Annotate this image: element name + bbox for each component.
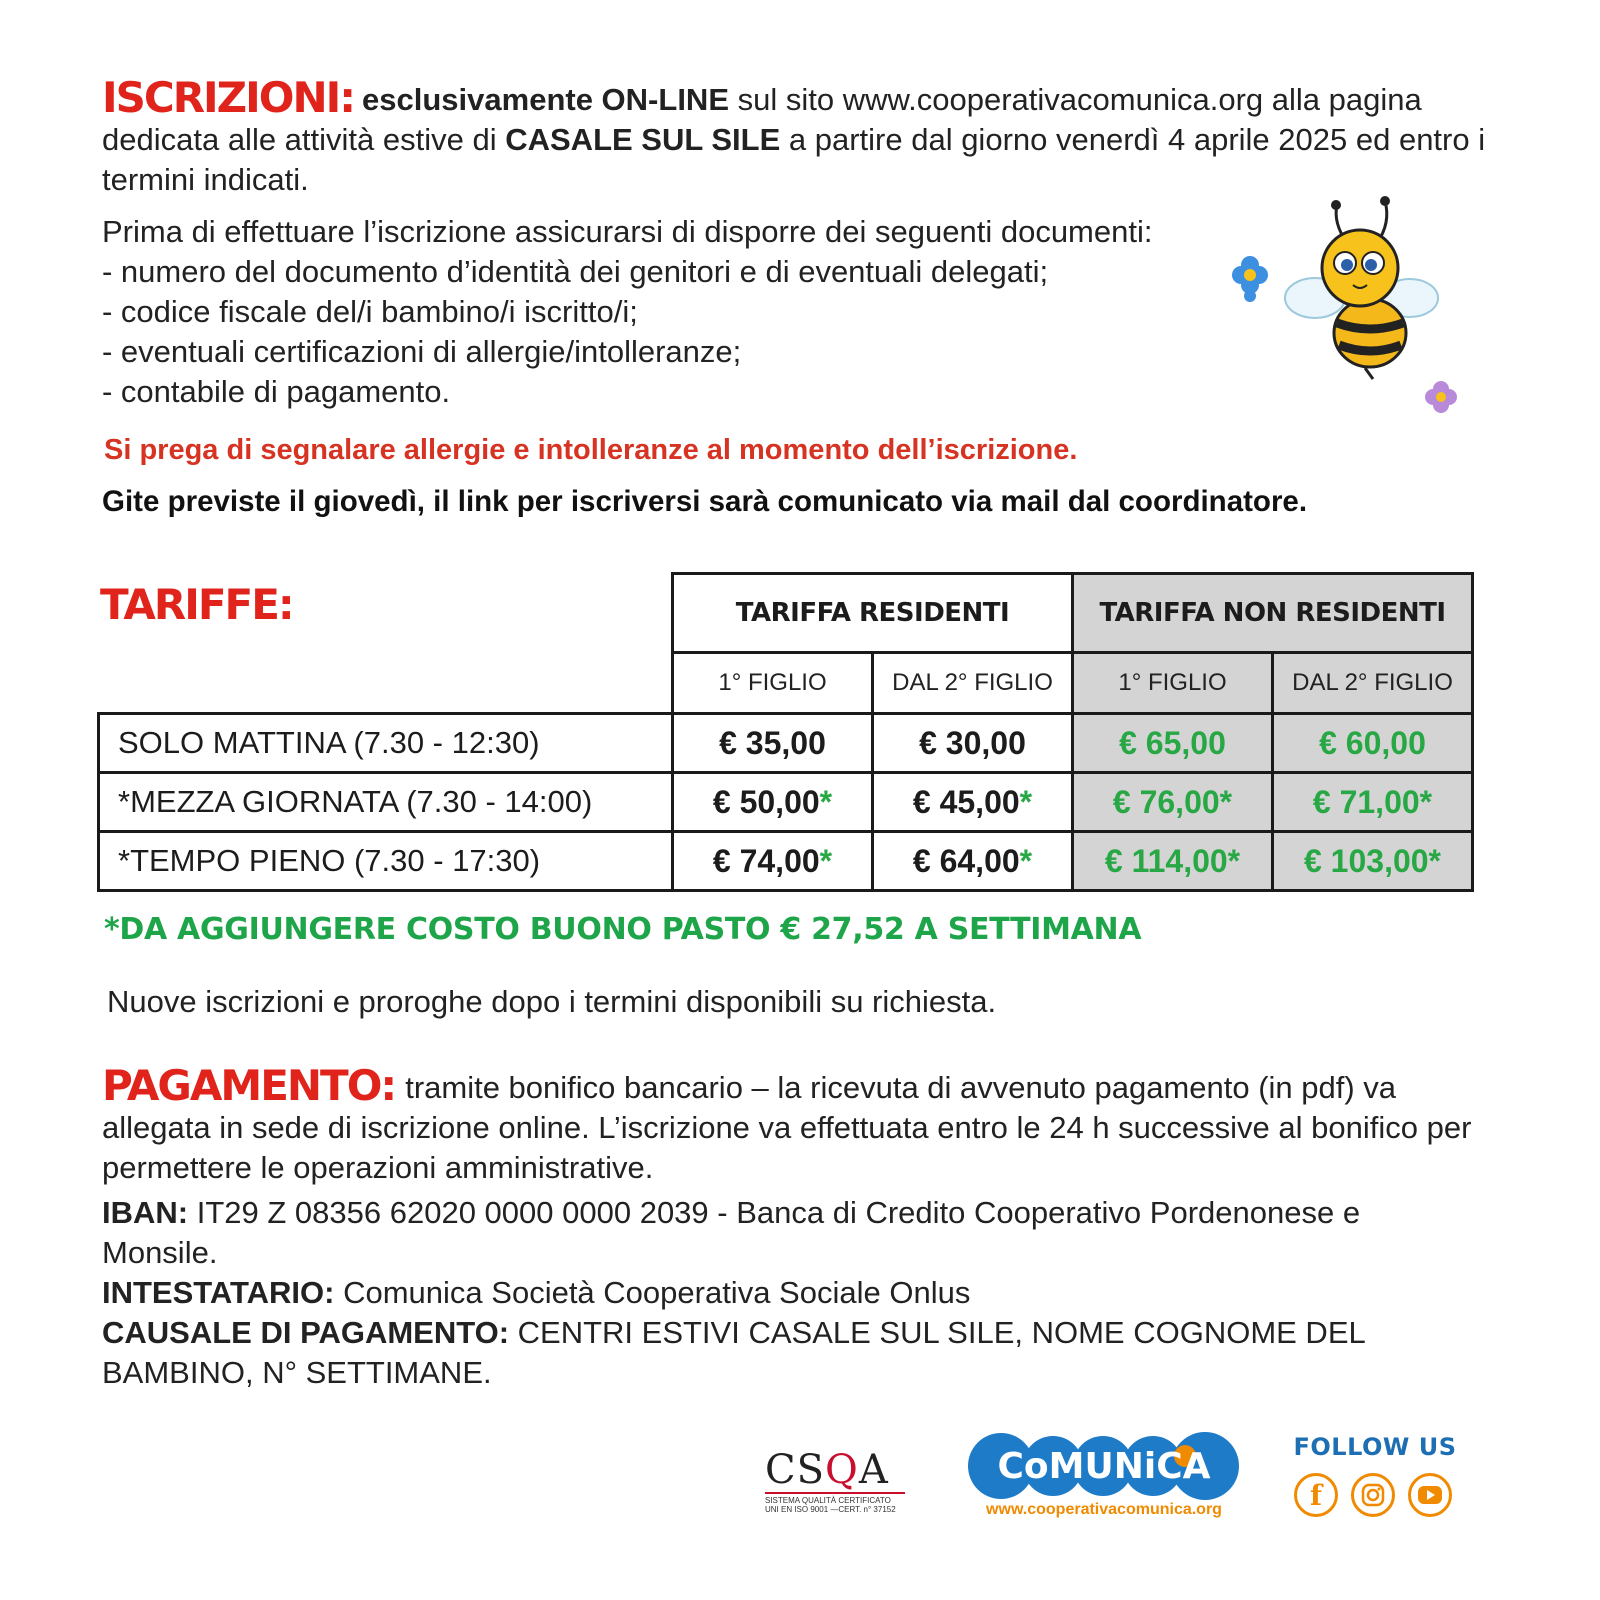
meal-star: * <box>1019 783 1033 820</box>
price-value: € 65,00 <box>1119 724 1226 761</box>
documents-list <box>102 212 1342 412</box>
price-value: € 45,00 <box>912 783 1020 820</box>
price-cell <box>1073 714 1273 773</box>
fees-heading: TARIFFE: <box>100 580 293 629</box>
csqa-title: CSQA <box>765 1447 889 1493</box>
column-header: 1° FIGLIO <box>673 653 873 714</box>
row-label: *TEMPO PIENO (7.30 - 17:30) <box>99 832 673 891</box>
meal-star: * <box>1019 842 1033 879</box>
table-row <box>99 773 1473 832</box>
registration-text-1: sul sito www.cooperativacomunica.org alla pagina dedicata alle attività estive di <box>102 82 1422 157</box>
column-header: DAL 2° FIGLIO <box>1273 653 1473 714</box>
payment-text: tramite bonifico bancario – la ricevuta di avvenuto pagamento (in pdf) va allegata in sede di iscrizione online. L’iscrizione va effettuata entro le 24 h successive al bonifico per permettere le operazioni amministrative. <box>102 1070 1472 1185</box>
row-label: SOLO MATTINA (7.30 - 12:30) <box>99 714 673 773</box>
meal-cost-note: *DA AGGIUNGERE COSTO BUONO PASTO € 27,52 A SETTIMANA <box>104 912 1142 947</box>
youtube-icon[interactable] <box>1408 1473 1452 1517</box>
price-cell <box>673 773 873 832</box>
list-item: - eventuali certificazioni di allergie/intolleranze; <box>102 334 742 369</box>
meal-star: * <box>1419 783 1433 820</box>
price-value: € 76,00 <box>1112 783 1220 820</box>
price-cell <box>1273 773 1473 832</box>
price-cell <box>1273 714 1473 773</box>
iban-label: IBAN: <box>102 1195 189 1230</box>
meal-star: * <box>819 783 833 820</box>
bee-icon <box>1285 196 1438 379</box>
payment-heading: PAGAMENTO: <box>102 1061 396 1110</box>
price-cell <box>673 832 873 891</box>
documents-intro: Prima di effettuare l’iscrizione assicurarsi di disporre dei seguenti documenti: <box>102 214 1153 249</box>
non-resident-fee-header: TARIFFA NON RESIDENTI <box>1073 574 1473 653</box>
online-only-text: esclusivamente ON-LINE <box>362 82 729 117</box>
price-cell <box>873 773 1073 832</box>
registration-text-2: a partire dal giorno venerdì 4 aprile 2025 ed entro i termini indicati. <box>102 122 1486 197</box>
meal-star: * <box>1219 783 1233 820</box>
comunica-url[interactable]: www.cooperativacomunica.org <box>986 1501 1222 1518</box>
bee-illustration <box>1215 193 1475 423</box>
iban-value: IT29 Z 08356 62020 0000 0000 2039 - Banca di Credito Cooperativo Pordenonese e Monsile. <box>102 1195 1361 1270</box>
list-item: - contabile di pagamento. <box>102 374 451 409</box>
fees-table <box>97 572 1474 892</box>
place-name: CASALE SUL SILE <box>505 122 781 157</box>
payment-paragraph <box>102 1061 1482 1188</box>
list-item: - numero del documento d’identità dei genitori e di eventuali delegati; <box>102 254 1049 289</box>
iban-line <box>102 1193 1482 1273</box>
table-row <box>99 832 1473 891</box>
price-value: € 60,00 <box>1319 724 1426 761</box>
column-header: DAL 2° FIGLIO <box>873 653 1073 714</box>
price-cell <box>1273 832 1473 891</box>
blue-flower-icon <box>1232 256 1268 302</box>
price-value: € 103,00 <box>1303 842 1429 879</box>
holder-label: INTESTATARIO: <box>102 1275 335 1310</box>
price-cell <box>873 714 1073 773</box>
holder-value: Comunica Società Cooperativa Sociale Onlus <box>334 1275 971 1310</box>
causale-label: CAUSALE DI PAGAMENTO: <box>102 1315 510 1350</box>
follow-us-block <box>1290 1433 1460 1512</box>
follow-us-label: FOLLOW US <box>1293 1433 1457 1461</box>
facebook-icon[interactable]: f <box>1294 1473 1338 1517</box>
price-value: € 114,00 <box>1104 842 1228 879</box>
price-value: € 64,00 <box>912 842 1020 879</box>
meal-star: * <box>1428 842 1441 879</box>
comunica-logo-text: CoMUNiCA <box>997 1446 1211 1487</box>
row-label: *MEZZA GIORNATA (7.30 - 14:00) <box>99 773 673 832</box>
price-cell <box>1073 773 1273 832</box>
bank-details <box>102 1193 1482 1393</box>
registration-heading: ISCRIZIONI: <box>102 73 355 122</box>
meal-star: * <box>1227 842 1241 879</box>
price-cell <box>673 714 873 773</box>
registration-paragraph <box>102 73 1502 200</box>
list-item: - codice fiscale del/i bambino/i iscritto/i; <box>102 294 638 329</box>
comunica-logo-mark <box>967 1432 1241 1500</box>
csqa-certification: SISTEMA QUALITÀ CERTIFICATO UNI EN ISO 9001 —CERT. n° 37152 <box>765 1492 905 1514</box>
resident-fee-header: TARIFFA RESIDENTI <box>673 574 1073 653</box>
price-cell <box>1073 832 1273 891</box>
purple-flower-icon <box>1425 381 1457 413</box>
causale-value: CENTRI ESTIVI CASALE SUL SILE, NOME COGNOME DEL BAMBINO, N° SETTIMANE. <box>102 1315 1365 1390</box>
allergy-note: Si prega di segnalare allergie e intolleranze al momento dell’iscrizione. <box>104 434 1078 466</box>
price-value: € 71,00 <box>1312 783 1420 820</box>
csqa-logo <box>765 1448 905 1522</box>
meal-star: * <box>819 842 833 879</box>
late-registration-note: Nuove iscrizioni e proroghe dopo i termini disponibili su richiesta. <box>107 984 997 1019</box>
price-value: € 74,00 <box>712 842 820 879</box>
column-header: 1° FIGLIO <box>1073 653 1273 714</box>
price-value: € 50,00 <box>712 783 820 820</box>
trips-note: Gite previste il giovedì, il link per iscriversi sarà comunicato via mail dal coordinatore. <box>102 485 1308 518</box>
price-value: € 30,00 <box>919 724 1026 761</box>
price-cell <box>873 832 1073 891</box>
empty-corner-cell <box>99 574 673 714</box>
price-value: € 35,00 <box>719 724 826 761</box>
fees-group-header-row <box>99 574 1473 653</box>
comunica-logo <box>967 1432 1241 1524</box>
holder-line <box>102 1273 1482 1313</box>
instagram-icon[interactable] <box>1351 1473 1395 1517</box>
causale-line <box>102 1313 1482 1393</box>
table-row <box>99 714 1473 773</box>
